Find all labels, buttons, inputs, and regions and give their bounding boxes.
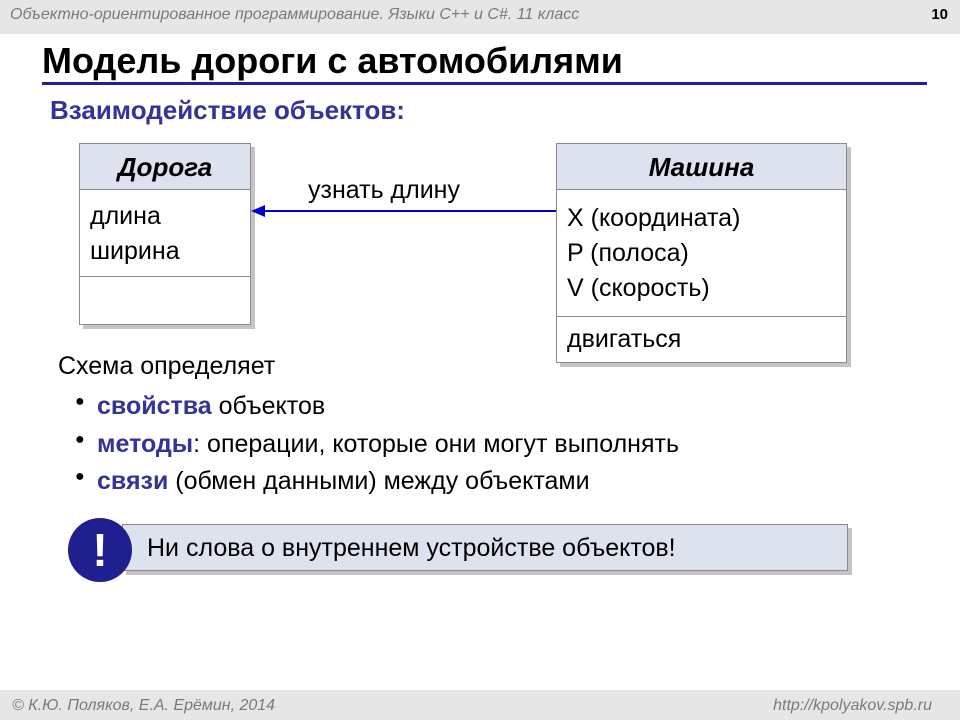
list-keyword: связи [97, 467, 169, 495]
method-move: двигаться [567, 325, 682, 353]
slide-title: Модель дороги с автомобилями [42, 40, 623, 81]
list-text: объектов [211, 392, 326, 420]
attribute-speed: V (скорость) [567, 274, 710, 302]
attribute-width: ширина [90, 237, 180, 265]
list-text: (обмен данными) между объектами [168, 467, 590, 495]
arrow-head-icon [251, 205, 265, 217]
attribute-coordinate: X (координата) [567, 204, 741, 232]
slide-subtitle: Взаимодействие объектов: [50, 95, 405, 125]
bullet-icon: ● [75, 393, 85, 410]
note-text: Ни слова о внутреннем устройстве объектов! [147, 534, 676, 562]
schema-list [75, 388, 679, 501]
association-label: узнать длину [308, 176, 460, 204]
footer-bar [0, 690, 960, 720]
copyright-text: © К.Ю. Поляков, Е.А. Ерёмин, 2014 [12, 697, 276, 714]
course-title: Объектно-ориентированное программирование. Языки C++ и C#. 11 класс [10, 6, 580, 23]
list-item [75, 463, 679, 501]
list-keyword: свойства [97, 392, 212, 420]
list-text: : операции, которые они могут выполнять [193, 429, 679, 458]
list-keyword: методы [97, 429, 194, 458]
exclamation-icon: ! [68, 518, 132, 582]
note-callout [122, 524, 848, 571]
bullet-icon: ● [75, 468, 85, 485]
attribute-length: длина [90, 202, 161, 230]
bullet-icon: ● [75, 430, 85, 448]
list-item [75, 426, 679, 464]
site-link[interactable]: http://kpolyakov.spb.ru [773, 697, 932, 714]
attribute-lane: P (полоса) [567, 239, 689, 267]
class-name-car: Машина [557, 144, 846, 190]
class-name-road: Дорога [80, 144, 250, 190]
schema-intro: Схема определяет [58, 352, 276, 380]
list-item [75, 388, 679, 426]
page-number: 10 [931, 6, 948, 23]
